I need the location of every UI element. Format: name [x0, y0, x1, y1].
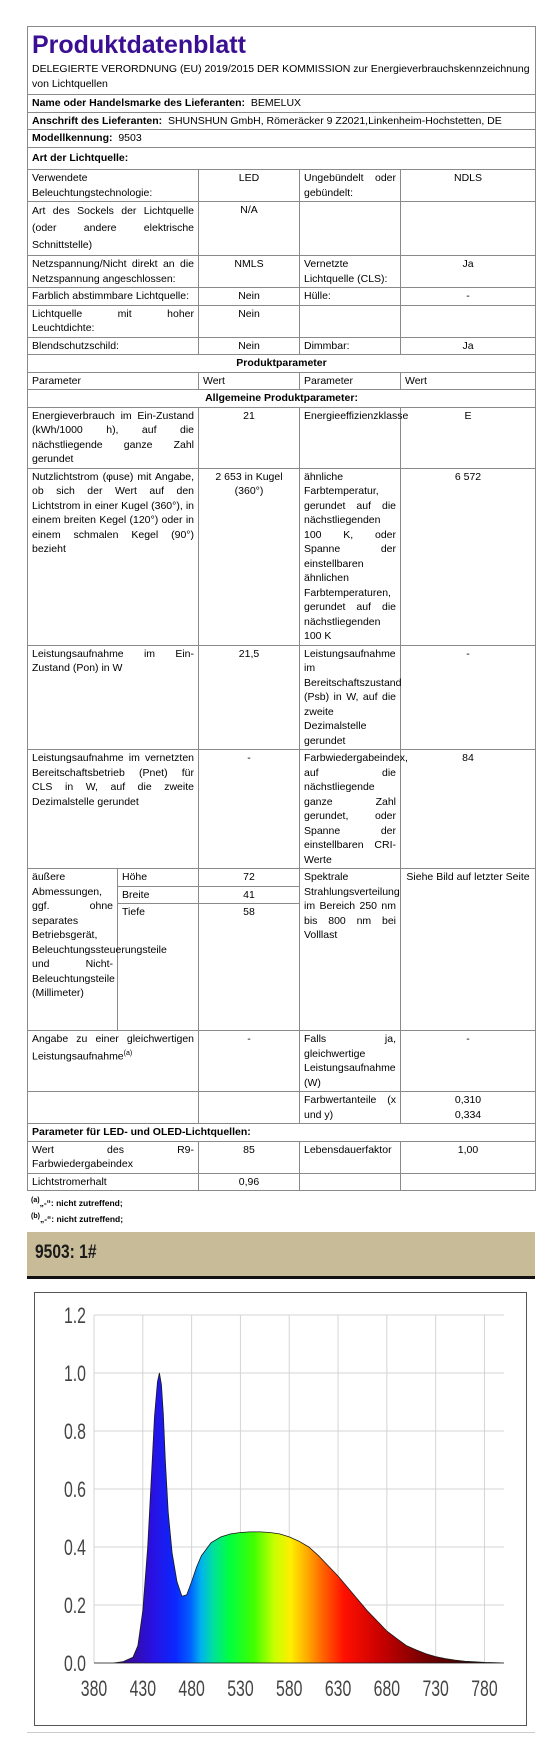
param-label: Leistungsaufnahme im Bereitschaftszustand (Psb) in W, auf die zweite Dezimalstelle gerundet: [300, 645, 401, 750]
supplier-address-value: SHUNSHUN GmbH, Römeräcker 9 Z2021,Linkenheim-Hochstetten, DE: [167, 114, 502, 127]
table-row: [28, 1031, 536, 1092]
spectral-value: Siehe Bild auf letzter Seite: [401, 869, 536, 1031]
x-tick-label: 680: [373, 1677, 401, 1702]
y-axis-ticks: [64, 1305, 86, 1677]
y-tick-label: 0.8: [63, 1420, 86, 1445]
page-title: Produktdatenblatt: [28, 27, 536, 61]
param-label: Farblich abstimmbare Lichtquelle:: [28, 288, 199, 306]
datasheet-table: [27, 26, 536, 1191]
spectrum-area: [94, 1373, 504, 1663]
param-value: 21,5: [199, 645, 300, 750]
param-label: Hülle:: [300, 288, 401, 306]
model-value: 9503: [118, 132, 142, 144]
table-row: [28, 407, 536, 468]
r9-label: Wert des R9-Farbwiedergabeindex: [28, 1141, 199, 1173]
param-value: -: [199, 750, 300, 869]
param-label: Leistungsaufnahme im vernetzten Bereitschaftsbetrieb (Pnet) für CLS in W, auf die zweite Dezimalstelle gerundet: [28, 750, 199, 869]
param-value: 21: [199, 407, 300, 468]
chart-title: 9503: 1#: [35, 1242, 97, 1263]
general-params-heading: Allgemeine Produktparameter:: [28, 390, 536, 408]
supplier-address-row: [28, 112, 536, 130]
param-label: Dimmbar:: [300, 337, 401, 355]
param-label: Leistungsaufnahme im Ein-Zustand (Pon) in W: [28, 645, 199, 750]
column-header-param: Parameter: [300, 372, 401, 390]
model-row: [28, 130, 536, 148]
x-tick-label: 430: [129, 1677, 157, 1702]
param-value: NMLS: [199, 256, 300, 288]
led-params-heading: Parameter für LED- und OLED-Lichtquellen:: [28, 1124, 536, 1142]
param-value: 2 653 in Kugel (360°): [199, 468, 300, 645]
footnote-a: $^{(a)}$„-“: nicht zutreffend;: [31, 1197, 123, 1208]
lifetime-value: 1,00: [401, 1141, 536, 1173]
flux-maintenance-label: Lichtstromerhalt: [28, 1173, 199, 1191]
chroma-y: 0,334: [454, 1108, 482, 1121]
param-label: Art des Sockels der Lichtquelle (oder andere elektrische Schnittstelle): [28, 202, 199, 256]
param-label: Ungebündelt oder gebündelt:: [300, 170, 401, 202]
param-value: Nein: [199, 288, 300, 306]
spectrum-chart: [35, 1293, 526, 1725]
table-header-row: [28, 372, 536, 390]
param-label: Verwendete Beleuchtungstechnologie:: [28, 170, 199, 202]
table-row: [28, 750, 536, 869]
param-value: Nein: [199, 337, 300, 355]
equiv-power-label: Angabe zu einer gleichwertigen Leistungsaufnahme$^{(a)}$: [28, 1031, 199, 1092]
y-tick-label: 0.2: [63, 1594, 86, 1619]
table-row: [28, 645, 536, 750]
param-value: N/A: [199, 202, 300, 256]
x-axis-ticks: [81, 1678, 498, 1702]
footnote-b: $^{(b)}$„-“: nicht zutreffend;: [31, 1212, 124, 1224]
supplier-brand-row: [28, 95, 536, 113]
lightsource-type-label: Art der Lichtquelle:: [28, 147, 536, 170]
param-value: 84: [401, 750, 536, 869]
spectral-label: Spektrale Strahlungsverteilung im Bereich 250 nm bis 800 nm bei Volllast: [300, 869, 401, 1031]
param-value: -: [199, 1031, 300, 1092]
footnote-ref-a: (a): [123, 1049, 133, 1057]
param-value: -: [401, 288, 536, 306]
table-row: [28, 468, 536, 645]
column-header-value: Wert: [401, 372, 536, 390]
chroma-x: 0,310: [454, 1094, 482, 1106]
x-tick-label: 480: [178, 1677, 205, 1702]
regulation-text: DELEGIERTE VERORDNUNG (EU) 2019/2015 DER KOMMISSION zur Energieverbrauchskennzeichnung von Lichtquellen: [28, 60, 536, 95]
table-row: [28, 337, 536, 355]
flux-maintenance-value: 0,96: [199, 1173, 300, 1191]
param-value: Ja: [401, 337, 536, 355]
param-label: Energieverbrauch im Ein-Zustand (kWh/1000 h), auf die nächstliegende ganze Zahl gerundet: [28, 407, 199, 468]
param-label: [300, 305, 401, 337]
table-row: [28, 1092, 536, 1124]
table-row: [28, 256, 536, 288]
y-tick-label: 0.4: [63, 1536, 86, 1561]
param-label: Vernetzte Lichtquelle (CLS):: [300, 256, 401, 288]
spectrum-section: [27, 1232, 535, 1737]
param-label: ähnliche Farbtemperatur, gerundet auf die nächstliegenden 100 K, oder Spanne der einstellbaren ähnlichen Farbtemperaturen, gerundet auf die nächstliegenden 100 K: [300, 468, 401, 645]
r9-value: 85: [199, 1141, 300, 1173]
dim-breite-label: Breite: [118, 886, 199, 904]
model-label: Modellkennung:: [32, 132, 113, 144]
y-tick-label: 1.0: [63, 1362, 86, 1387]
footnotes: [27, 1194, 535, 1226]
dim-breite-value: 41: [199, 886, 300, 904]
param-label: Lichtquelle mit hoher Leuchtdichte:: [28, 305, 199, 337]
chart-frame: [34, 1292, 527, 1726]
param-value: NDLS: [401, 170, 536, 202]
param-label: [300, 202, 401, 256]
y-tick-label: 0.6: [63, 1478, 86, 1503]
param-label: Blendschutzschild:: [28, 337, 199, 355]
product-params-heading: Produktparameter: [28, 355, 536, 373]
dim-hoehe-label: Höhe: [118, 869, 199, 887]
param-value: LED: [199, 170, 300, 202]
supplier-brand-label: Name oder Handelsmarke des Lieferanten:: [32, 97, 245, 109]
param-label: Energieeffizienzklasse: [300, 407, 401, 468]
table-row: [28, 202, 536, 256]
table-row: [28, 170, 536, 202]
dim-tiefe-value: 58: [199, 904, 300, 1031]
column-header-param: Parameter: [28, 372, 199, 390]
x-tick-label: 780: [471, 1677, 498, 1702]
x-tick-label: 530: [227, 1677, 254, 1702]
param-value: 6 572: [401, 468, 536, 645]
table-row: [28, 869, 536, 887]
param-label: Netzspannung/Nicht direkt an die Netzspannung angeschlossen:: [28, 256, 199, 288]
param-value: Nein: [199, 305, 300, 337]
supplier-brand-value: BEMELUX: [250, 97, 302, 109]
lifetime-label: Lebensdauerfaktor: [300, 1141, 401, 1173]
param-label: Farbwiedergabeindex, auf die nächstliegende ganze Zahl gerundet, oder Spanne der einstellbaren CRI-Werte: [300, 750, 401, 869]
x-tick-label: 380: [80, 1677, 108, 1702]
x-tick-label: 580: [276, 1677, 303, 1702]
param-label: Nutzlichtstrom (φuse) mit Angabe, ob sich der Wert auf den Lichtstrom in einer Kugel (360°), in einem breiten Kegel (120°) oder in einem schmalen Kegel (90°) bezieht: [28, 468, 199, 645]
param-value: [401, 305, 536, 337]
param-value: E: [401, 407, 536, 468]
supplier-address-label: Anschrift des Lieferanten:: [32, 114, 163, 127]
datasheet: [27, 26, 535, 1226]
y-tick-label: 0.0: [63, 1652, 86, 1677]
dim-hoehe-value: 72: [199, 869, 300, 887]
chroma-values: [401, 1092, 536, 1124]
x-tick-label: 730: [422, 1677, 449, 1702]
param-value: [401, 202, 536, 256]
param-value: -: [401, 1031, 536, 1092]
param-value: Ja: [401, 256, 536, 288]
chart-header-bar: [27, 1232, 535, 1279]
table-row: [28, 288, 536, 306]
dim-tiefe-label: Tiefe: [118, 904, 199, 1031]
param-value: -: [401, 645, 536, 750]
dimensions-label: äußere Abmessungen, ggf. ohne separates Betriebsgerät, Beleuchtungssteuerungsteile und Nicht-Beleuchtungsteile (Millimeter): [28, 869, 118, 1031]
table-row: [28, 305, 536, 337]
x-tick-label: 630: [324, 1677, 352, 1702]
param-label: Falls ja, gleichwertige Leistungsaufnahme (W): [300, 1031, 401, 1092]
table-row: [28, 1141, 536, 1173]
column-header-value: Wert: [199, 372, 300, 390]
table-row: [28, 1173, 536, 1191]
chroma-label: Farbwertanteile (x und y): [300, 1092, 401, 1124]
y-tick-label: 1.2: [63, 1304, 86, 1329]
